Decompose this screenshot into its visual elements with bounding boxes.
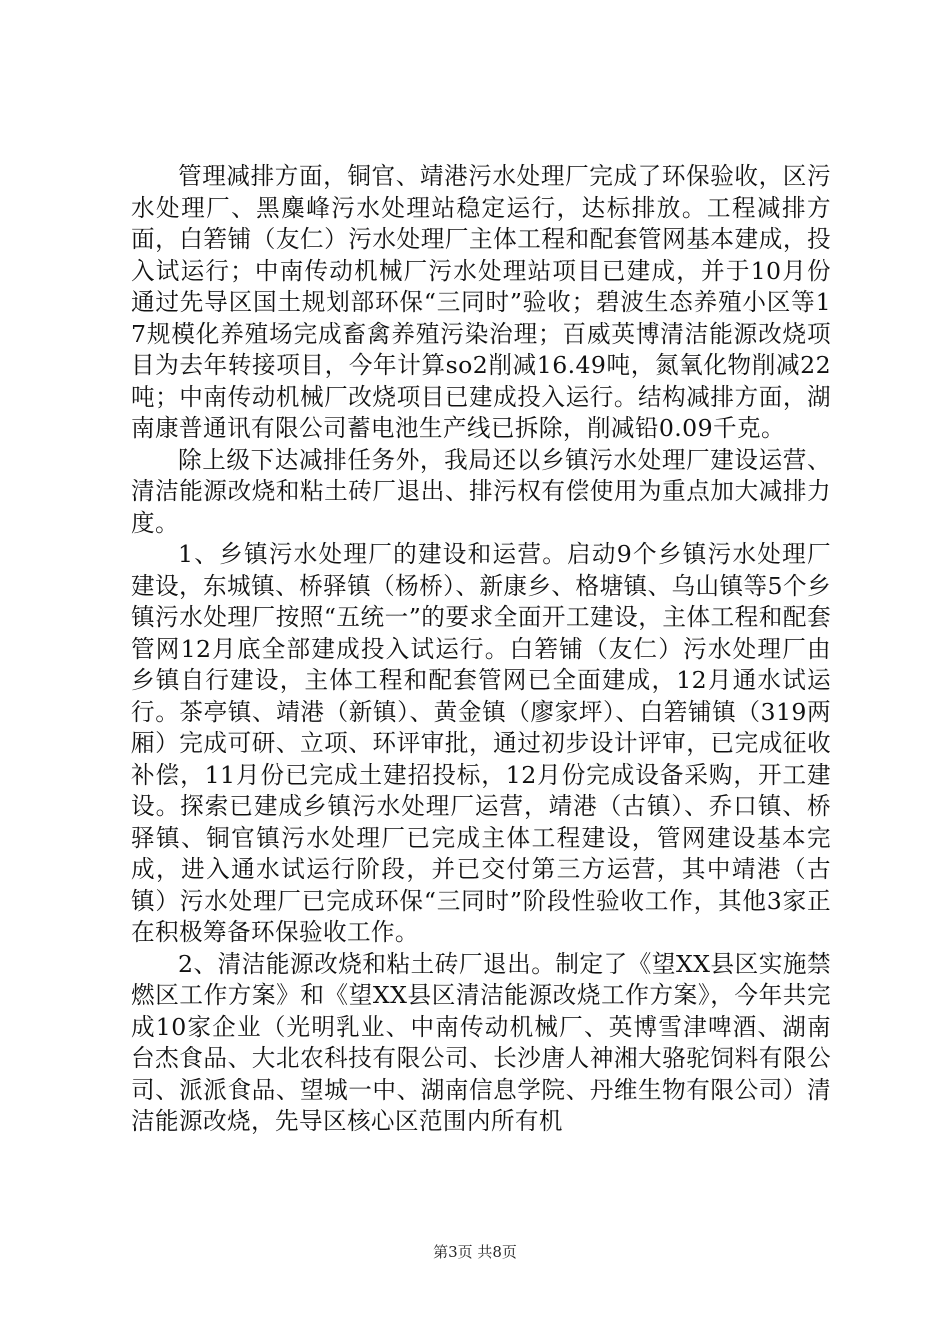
paragraph-township-wastewater: 1、乡镇污水处理厂的建设和运营。启动9个乡镇污水处理厂建设，东城镇、桥驿镇（杨桥）、新康乡、格塘镇、乌山镇等5个乡镇污水处理厂按照“五统一”的要求全面开工建设，主体工程和配套管网12月底全部建成投入试运行。白箬铺（友仁）污水处理厂由乡镇自行建设，主体工程和配套管网已全面建成，12月通水试运行。茶亭镇、靖港（新镇）、黄金镇（廖家坪）、白箬铺镇（319两厢）完成可研、立项、环评审批，通过初步设计评审，已完成征收补偿，11月份已完成土建招投标，12月份完成设备采购，开工建设。探索已建成乡镇污水处理厂运营，靖港（古镇）、乔口镇、桥驿镇、铜官镇污水处理厂已完成主体工程建设，管网建设基本完成，进入通水试运行阶段，并已交付第三方运营，其中靖港（古镇）污水处理厂已完成环保“三同时”阶段性验收工作，其他3家正在积极筹备环保验收工作。 [131, 540, 831, 946]
page-number-footer: 第3页 共8页 [433, 1243, 517, 1261]
document-body [131, 161, 831, 1138]
paragraph-management-reduction: 管理减排方面，铜官、靖港污水处理厂完成了环保验收，区污水处理厂、黑麋峰污水处理站稳定运行，达标排放。工程减排方面，白箬铺（友仁）污水处理厂主体工程和配套管网基本建成，投入试运行；中南传动机械厂污水处理站项目已建成，并于10月份通过先导区国土规划部环保“三同时”验收；碧波生态养殖小区等17规模化养殖场完成畜禽养殖污染治理；百威英博清洁能源改烧项目为去年转接项目，今年计算so2削减16.49吨，氮氧化物削减22吨；中南传动机械厂改烧项目已建成投入运行。结构减排方面，湖南康普通讯有限公司蓄电池生产线已拆除，削减铅0.09千克。 [131, 162, 831, 442]
paragraph-additional-tasks: 除上级下达减排任务外，我局还以乡镇污水处理厂建设运营、清洁能源改烧和粘土砖厂退出、排污权有偿使用为重点加大减排力度。 [131, 445, 831, 537]
paragraph-clean-energy: 2、清洁能源改烧和粘土砖厂退出。制定了《望XX县区实施禁燃区工作方案》和《望XX县区清洁能源改烧工作方案》，今年共完成10家企业（光明乳业、中南传动机械厂、英博雪津啤酒、湖南台杰食品、大北农科技有限公司、长沙唐人神湘大骆驼饲料有限公司、派派食品、望城一中、湖南信息学院、丹维生物有限公司）清洁能源改烧，先导区核心区范围内所有机 [131, 949, 831, 1135]
